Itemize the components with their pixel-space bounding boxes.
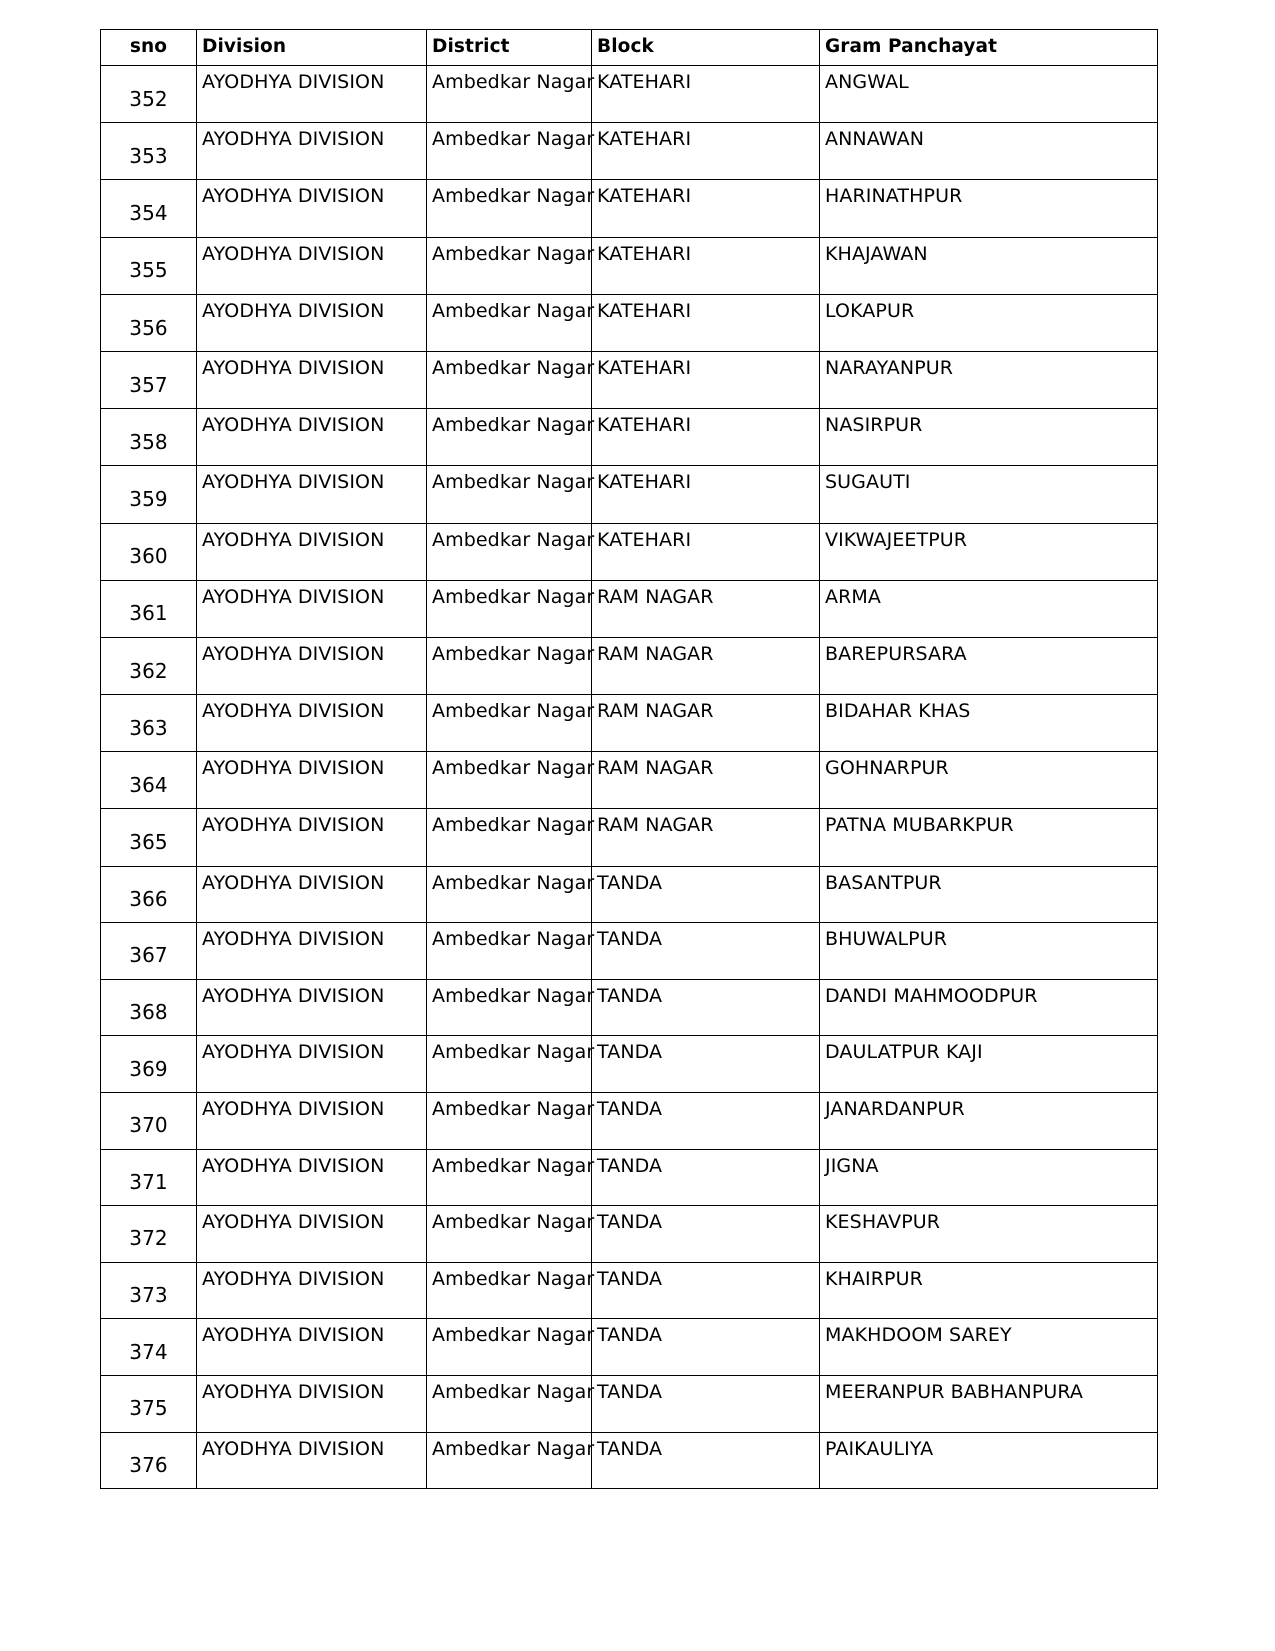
row-cell-district: Ambedkar Nagar	[427, 1375, 592, 1432]
row-cell-sno: 367	[101, 923, 197, 980]
row-cell-sno: 370	[101, 1093, 197, 1150]
table-row	[101, 1206, 1158, 1263]
table-row	[101, 695, 1158, 752]
column-header-division: Division	[197, 30, 427, 66]
row-cell-sno: 356	[101, 294, 197, 351]
row-cell-division: AYODHYA DIVISION	[197, 1375, 427, 1432]
row-cell-block: TANDA	[592, 1036, 820, 1093]
row-cell-district: Ambedkar Nagar	[427, 1319, 592, 1376]
row-cell-sno: 368	[101, 979, 197, 1036]
row-cell-district: Ambedkar Nagar	[427, 866, 592, 923]
row-cell-gram-panchayat: SUGAUTI	[820, 466, 1158, 523]
table-row	[101, 1149, 1158, 1206]
row-cell-block: TANDA	[592, 1149, 820, 1206]
table-row	[101, 351, 1158, 408]
row-cell-division: AYODHYA DIVISION	[197, 1262, 427, 1319]
row-cell-district: Ambedkar Nagar	[427, 695, 592, 752]
row-cell-block: RAM NAGAR	[592, 580, 820, 637]
row-cell-block: RAM NAGAR	[592, 637, 820, 694]
row-cell-gram-panchayat: KESHAVPUR	[820, 1206, 1158, 1263]
table-row	[101, 123, 1158, 180]
row-cell-gram-panchayat: BASANTPUR	[820, 866, 1158, 923]
table-row	[101, 979, 1158, 1036]
row-cell-sno: 372	[101, 1206, 197, 1263]
row-cell-gram-panchayat: MEERANPUR BABHANPURA	[820, 1375, 1158, 1432]
row-cell-district: Ambedkar Nagar	[427, 580, 592, 637]
table-row	[101, 237, 1158, 294]
row-cell-division: AYODHYA DIVISION	[197, 1319, 427, 1376]
row-cell-block: RAM NAGAR	[592, 695, 820, 752]
table-row	[101, 580, 1158, 637]
row-cell-division: AYODHYA DIVISION	[197, 866, 427, 923]
row-cell-gram-panchayat: PAIKAULIYA	[820, 1432, 1158, 1489]
row-cell-block: TANDA	[592, 1093, 820, 1150]
row-cell-sno: 362	[101, 637, 197, 694]
row-cell-district: Ambedkar Nagar	[427, 180, 592, 237]
table-row	[101, 523, 1158, 580]
row-cell-sno: 365	[101, 809, 197, 866]
row-cell-sno: 363	[101, 695, 197, 752]
row-cell-division: AYODHYA DIVISION	[197, 523, 427, 580]
row-cell-gram-panchayat: JIGNA	[820, 1149, 1158, 1206]
table-row	[101, 1262, 1158, 1319]
table-row	[101, 1432, 1158, 1489]
row-cell-district: Ambedkar Nagar	[427, 351, 592, 408]
table-row	[101, 466, 1158, 523]
row-cell-district: Ambedkar Nagar	[427, 409, 592, 466]
row-cell-district: Ambedkar Nagar	[427, 752, 592, 809]
table-row	[101, 637, 1158, 694]
row-cell-division: AYODHYA DIVISION	[197, 1206, 427, 1263]
row-cell-division: AYODHYA DIVISION	[197, 180, 427, 237]
row-cell-division: AYODHYA DIVISION	[197, 752, 427, 809]
row-cell-block: TANDA	[592, 866, 820, 923]
row-cell-gram-panchayat: KHAIRPUR	[820, 1262, 1158, 1319]
column-header-block: Block	[592, 30, 820, 66]
row-cell-division: AYODHYA DIVISION	[197, 637, 427, 694]
row-cell-gram-panchayat: VIKWAJEETPUR	[820, 523, 1158, 580]
row-cell-division: AYODHYA DIVISION	[197, 409, 427, 466]
table-row	[101, 809, 1158, 866]
row-cell-gram-panchayat: NASIRPUR	[820, 409, 1158, 466]
row-cell-gram-panchayat: GOHNARPUR	[820, 752, 1158, 809]
row-cell-gram-panchayat: BAREPURSARA	[820, 637, 1158, 694]
row-cell-division: AYODHYA DIVISION	[197, 580, 427, 637]
table-header	[101, 30, 1158, 66]
row-cell-district: Ambedkar Nagar	[427, 809, 592, 866]
table-header-row	[101, 30, 1158, 66]
row-cell-gram-panchayat: LOKAPUR	[820, 294, 1158, 351]
row-cell-block: TANDA	[592, 1319, 820, 1376]
row-cell-district: Ambedkar Nagar	[427, 1036, 592, 1093]
table-row	[101, 866, 1158, 923]
row-cell-division: AYODHYA DIVISION	[197, 695, 427, 752]
column-header-district: District	[427, 30, 592, 66]
row-cell-sno: 358	[101, 409, 197, 466]
row-cell-district: Ambedkar Nagar	[427, 1149, 592, 1206]
row-cell-sno: 354	[101, 180, 197, 237]
row-cell-district: Ambedkar Nagar	[427, 294, 592, 351]
row-cell-division: AYODHYA DIVISION	[197, 1036, 427, 1093]
row-cell-gram-panchayat: JANARDANPUR	[820, 1093, 1158, 1150]
row-cell-sno: 375	[101, 1375, 197, 1432]
row-cell-block: KATEHARI	[592, 294, 820, 351]
row-cell-division: AYODHYA DIVISION	[197, 1432, 427, 1489]
row-cell-district: Ambedkar Nagar	[427, 1432, 592, 1489]
row-cell-sno: 361	[101, 580, 197, 637]
row-cell-block: KATEHARI	[592, 237, 820, 294]
row-cell-block: RAM NAGAR	[592, 752, 820, 809]
row-cell-division: AYODHYA DIVISION	[197, 237, 427, 294]
row-cell-block: KATEHARI	[592, 180, 820, 237]
row-cell-block: KATEHARI	[592, 523, 820, 580]
row-cell-sno: 359	[101, 466, 197, 523]
row-cell-gram-panchayat: NARAYANPUR	[820, 351, 1158, 408]
row-cell-block: TANDA	[592, 1375, 820, 1432]
row-cell-gram-panchayat: DAULATPUR KAJI	[820, 1036, 1158, 1093]
row-cell-division: AYODHYA DIVISION	[197, 1093, 427, 1150]
table-row	[101, 1375, 1158, 1432]
row-cell-district: Ambedkar Nagar	[427, 1206, 592, 1263]
table-row	[101, 1093, 1158, 1150]
row-cell-sno: 355	[101, 237, 197, 294]
row-cell-division: AYODHYA DIVISION	[197, 123, 427, 180]
table-row	[101, 294, 1158, 351]
row-cell-sno: 364	[101, 752, 197, 809]
row-cell-gram-panchayat: BHUWALPUR	[820, 923, 1158, 980]
row-cell-division: AYODHYA DIVISION	[197, 351, 427, 408]
row-cell-sno: 352	[101, 66, 197, 123]
row-cell-block: KATEHARI	[592, 66, 820, 123]
row-cell-block: TANDA	[592, 1432, 820, 1489]
table-row	[101, 1036, 1158, 1093]
row-cell-block: RAM NAGAR	[592, 809, 820, 866]
row-cell-division: AYODHYA DIVISION	[197, 466, 427, 523]
row-cell-block: KATEHARI	[592, 466, 820, 523]
row-cell-gram-panchayat: ARMA	[820, 580, 1158, 637]
column-header-gram-panchayat: Gram Panchayat	[820, 30, 1158, 66]
table-row	[101, 409, 1158, 466]
row-cell-gram-panchayat: ANGWAL	[820, 66, 1158, 123]
row-cell-district: Ambedkar Nagar	[427, 979, 592, 1036]
row-cell-district: Ambedkar Nagar	[427, 237, 592, 294]
row-cell-district: Ambedkar Nagar	[427, 637, 592, 694]
row-cell-district: Ambedkar Nagar	[427, 66, 592, 123]
row-cell-gram-panchayat: BIDAHAR KHAS	[820, 695, 1158, 752]
row-cell-division: AYODHYA DIVISION	[197, 979, 427, 1036]
row-cell-district: Ambedkar Nagar	[427, 466, 592, 523]
row-cell-district: Ambedkar Nagar	[427, 1262, 592, 1319]
row-cell-division: AYODHYA DIVISION	[197, 923, 427, 980]
table-row	[101, 180, 1158, 237]
row-cell-sno: 373	[101, 1262, 197, 1319]
row-cell-division: AYODHYA DIVISION	[197, 809, 427, 866]
row-cell-district: Ambedkar Nagar	[427, 523, 592, 580]
row-cell-sno: 371	[101, 1149, 197, 1206]
row-cell-sno: 360	[101, 523, 197, 580]
row-cell-district: Ambedkar Nagar	[427, 923, 592, 980]
gram-panchayat-table	[100, 29, 1158, 1489]
row-cell-district: Ambedkar Nagar	[427, 1093, 592, 1150]
row-cell-block: KATEHARI	[592, 351, 820, 408]
row-cell-block: TANDA	[592, 979, 820, 1036]
row-cell-sno: 369	[101, 1036, 197, 1093]
row-cell-gram-panchayat: PATNA MUBARKPUR	[820, 809, 1158, 866]
row-cell-block: TANDA	[592, 1262, 820, 1319]
row-cell-gram-panchayat: MAKHDOOM SAREY	[820, 1319, 1158, 1376]
table-row	[101, 66, 1158, 123]
row-cell-sno: 376	[101, 1432, 197, 1489]
row-cell-division: AYODHYA DIVISION	[197, 294, 427, 351]
row-cell-block: TANDA	[592, 923, 820, 980]
row-cell-division: AYODHYA DIVISION	[197, 1149, 427, 1206]
row-cell-gram-panchayat: ANNAWAN	[820, 123, 1158, 180]
row-cell-sno: 366	[101, 866, 197, 923]
row-cell-block: KATEHARI	[592, 123, 820, 180]
row-cell-division: AYODHYA DIVISION	[197, 66, 427, 123]
row-cell-gram-panchayat: HARINATHPUR	[820, 180, 1158, 237]
table-body	[101, 66, 1158, 1489]
row-cell-block: TANDA	[592, 1206, 820, 1263]
column-header-sno: sno	[101, 30, 197, 66]
row-cell-block: KATEHARI	[592, 409, 820, 466]
table-row	[101, 1319, 1158, 1376]
table-row	[101, 752, 1158, 809]
row-cell-sno: 353	[101, 123, 197, 180]
row-cell-sno: 357	[101, 351, 197, 408]
row-cell-gram-panchayat: DANDI MAHMOODPUR	[820, 979, 1158, 1036]
row-cell-gram-panchayat: KHAJAWAN	[820, 237, 1158, 294]
row-cell-district: Ambedkar Nagar	[427, 123, 592, 180]
table-row	[101, 923, 1158, 980]
row-cell-sno: 374	[101, 1319, 197, 1376]
